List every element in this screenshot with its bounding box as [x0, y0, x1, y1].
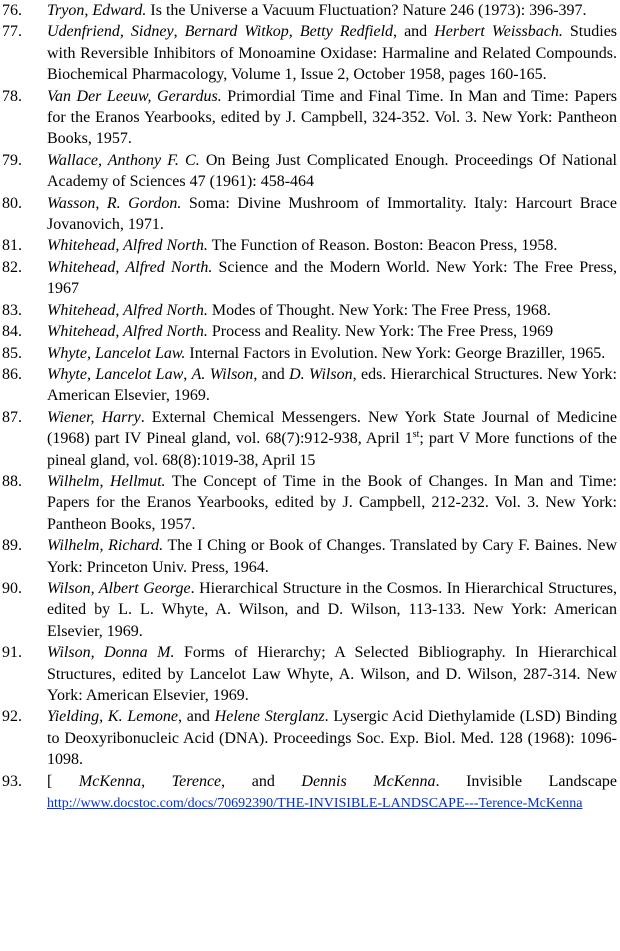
- citation-text: . Hierarchical Structure in the Cosmos. In Hierarchical Structures, edited by L. L. Whyte, A. Wilson, and D. Wilson, 113-133. New York: American Elsevier, 1969.: [47, 579, 617, 640]
- reference-number: 76.: [2, 2, 22, 19]
- reference-text: [47, 364, 617, 407]
- reference-entry: [0, 706, 620, 770]
- author-name: Whyte, Lancelot Law.: [47, 344, 186, 362]
- reference-text: [47, 86, 617, 150]
- reference-number: 87.: [2, 408, 22, 426]
- reference-number: 81.: [2, 237, 22, 255]
- author-name: Whitehead, Alfred North.: [47, 258, 213, 276]
- author-name: McKenna, Terence: [78, 772, 222, 790]
- citation-text: [: [47, 772, 79, 790]
- citation-text: Studies with Reversible Inhibitors of Monoamine Oxidase: Harmaline and Related Compounds. Biochemical Pharmacology, Volume 1, Issue 2, October 1958, pages 160-165.: [47, 23, 618, 84]
- reference-text: [47, 21, 617, 85]
- citation-text: , and: [253, 365, 290, 383]
- reference-entry: [0, 0, 620, 21]
- reference-text: [47, 706, 617, 770]
- reference-entry: [0, 578, 620, 642]
- citation-text: Modes of Thought. New York: The Free Press, 1968.: [207, 301, 551, 319]
- reference-text: [47, 300, 617, 321]
- reference-number: 84.: [2, 323, 22, 341]
- reference-text: [47, 321, 617, 342]
- citation-text: , and: [393, 23, 435, 41]
- reference-number: 82.: [2, 258, 22, 276]
- reference-entry: [0, 407, 620, 471]
- author-name: Yielding, K. Lemone: [47, 708, 179, 726]
- author-name: Wasson, R. Gordon.: [47, 194, 182, 212]
- reference-text: [47, 535, 617, 578]
- author-name: Whitehead, Alfred North.: [47, 301, 208, 319]
- citation-text: Forms of Hierarchy; A Selected Bibliography. In Hierarchical Structures, edited by Lancelot Law Whyte, A. Wilson, and D. Wilson, 287-314. New York: American Elsevier, 1969.: [47, 644, 617, 704]
- reference-text: [47, 407, 617, 471]
- author-name: Betty Redfield: [299, 23, 394, 41]
- reference-text: [47, 150, 617, 193]
- citation-text: . External Chemical Messengers. New York State Journal of Medicine (1968) part IV Pineal gland, vol. 68(7):912-938, April 1: [47, 408, 617, 448]
- reference-number: 79.: [2, 151, 22, 169]
- reference-entry: [0, 150, 620, 193]
- author-name: Wiener, Harry: [47, 408, 141, 426]
- reference-number: 91.: [2, 644, 22, 662]
- citation-text: Is the Universe a Vacuum Fluctuation? Nature 246 (1973): 396-397.: [146, 2, 587, 19]
- reference-text: [47, 193, 617, 236]
- author-name: Tryon, Edward.: [47, 2, 147, 19]
- author-name: Helene Sterglanz: [214, 708, 325, 726]
- author-name: Wilson, Donna M.: [47, 644, 175, 662]
- author-name: Bernard Witkop: [184, 23, 289, 41]
- reference-number: 78.: [2, 87, 22, 105]
- reference-entry: [0, 771, 620, 814]
- reference-number: 80.: [2, 194, 22, 212]
- citation-text: ,: [183, 365, 192, 383]
- author-name: A. Wilson: [191, 365, 254, 383]
- reference-text: [47, 771, 617, 814]
- reference-url-link[interactable]: http://www.docstoc.com/docs/70692390/THE-INVISIBLE-LANDSCAPE---Terence-McKenna: [47, 796, 583, 812]
- reference-entry: [0, 21, 620, 85]
- citation-text: ,: [173, 23, 185, 41]
- citation-text: On Being Just Complicated Enough. Proceedings Of National Academy of Sciences 47 (1961): 458-464: [47, 151, 617, 191]
- reference-entry: [0, 364, 620, 407]
- citation-text: Primordial Time and Final Time. In Man and Time: Papers for the Eranos Yearbooks, edited by J. Campbell, 324-352. Vol. 3. New York: Pantheon Books, 1957.: [47, 87, 618, 148]
- reference-entry: [0, 235, 620, 256]
- ordinal-superscript: st: [412, 429, 420, 441]
- author-name: Van Der Leeuw, Gerardus.: [47, 87, 222, 105]
- author-name: Udenfriend, Sidney: [47, 23, 174, 41]
- citation-text: . Lysergic Acid Diethylamide (LSD) Binding to Deoxyribonucleic Acid (DNA). Proceedings Soc. Exp. Biol. Med. 128 (1968): 1096-1098.: [47, 708, 617, 769]
- reference-text: [47, 578, 617, 642]
- reference-number: 88.: [2, 472, 22, 490]
- author-name: Wilhelm, Richard.: [47, 537, 164, 555]
- reference-text: [47, 257, 617, 300]
- reference-text: [47, 471, 617, 535]
- citation-text: Internal Factors in Evolution. New York: George Braziller, 1965.: [185, 344, 606, 362]
- author-name: Whitehead, Alfred North.: [47, 237, 208, 255]
- reference-number: 85.: [2, 344, 22, 362]
- reference-entry: [0, 471, 620, 535]
- author-name: Herbert Weissbach.: [434, 23, 563, 41]
- citation-text: The Concept of Time in the Book of Changes. In Man and Time: Papers for the Eranos Yearbooks, edited by J. Campbell, 212-232. Vol. 3. New York: Pantheon Books, 1957.: [47, 472, 617, 533]
- citation-text: , eds. Hierarchical Structures. New York: American Elsevier, 1969.: [47, 365, 617, 405]
- citation-text: . Invisible Landscape: [435, 772, 618, 790]
- reference-entry: [0, 642, 620, 706]
- citation-text: , and: [221, 772, 302, 790]
- citation-text: ; part V More functions of the pineal gland, vol. 68(8):1019-38, April 15: [47, 430, 618, 469]
- citation-text: Soma: Divine Mushroom of Immortality. Italy: Harcourt Brace Jovanovich, 1971.: [47, 194, 617, 234]
- citation-text: , and: [178, 708, 215, 726]
- citation-text: Process and Reality. New York: The Free Press, 1969: [207, 323, 554, 341]
- author-name: Wallace, Anthony F. C.: [47, 151, 200, 169]
- reference-text: [47, 235, 617, 256]
- author-name: Whitehead, Alfred North.: [47, 323, 208, 341]
- reference-number: 83.: [2, 301, 22, 319]
- author-name: Whyte, Lancelot Law: [47, 365, 184, 383]
- citation-text: The I Ching or Book of Changes. Translated by Cary F. Baines. New York: Princeton Univ. Press, 1964.: [47, 537, 618, 576]
- reference-entry: [0, 535, 620, 578]
- reference-number: 93.: [2, 772, 22, 790]
- reference-text: [47, 0, 617, 21]
- author-name: Wilson, Albert George: [47, 579, 191, 597]
- citation-text: The Function of Reason. Boston: Beacon Press, 1958.: [207, 237, 558, 255]
- author-name: Dennis McKenna: [301, 772, 436, 790]
- reference-number: 86.: [2, 365, 22, 383]
- reference-entry: [0, 343, 620, 364]
- citation-text: Science and the Modern World. New York: The Free Press, 1967: [47, 258, 617, 298]
- author-name: Wilhelm, Hellmut.: [47, 472, 166, 490]
- reference-number: 92.: [2, 708, 22, 726]
- reference-entry: [0, 321, 620, 342]
- reference-text: [47, 642, 617, 706]
- reference-number: 89.: [2, 537, 22, 555]
- reference-text: [47, 343, 617, 364]
- reference-number: 77.: [2, 23, 22, 41]
- reference-entry: [0, 193, 620, 236]
- author-name: D. Wilson: [289, 365, 353, 383]
- reference-entry: [0, 300, 620, 321]
- reference-number: 90.: [2, 579, 22, 597]
- reference-entry: [0, 257, 620, 300]
- citation-text: ,: [288, 23, 300, 41]
- reference-entry: [0, 86, 620, 150]
